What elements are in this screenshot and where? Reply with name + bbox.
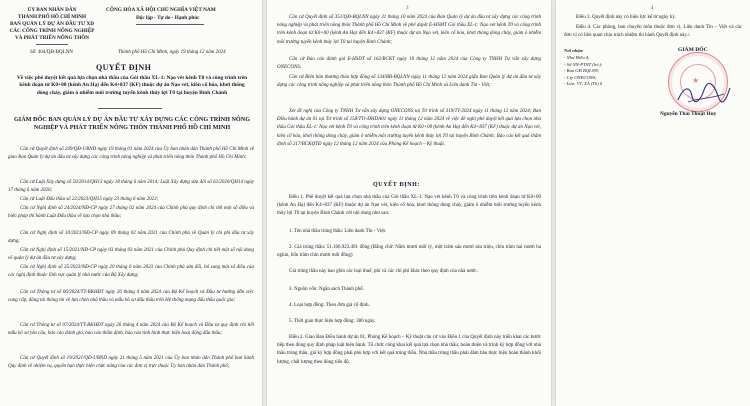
preamble-7: Căn cứ Nghị định số 35/2023/NĐ-CP ngày 20 tháng 6 năm 2023 của Chính phủ sửa đổi, bổ sung một số điều của các nghị định thuộc lĩnh vực quản lý nhà nước của Bộ Xây dựng; [8,265,254,279]
org-line-1: ỦY BAN NHÂN DÂN [27,7,77,13]
recipient-2: - Sở NN-PTNT (b/c); [564,61,603,67]
article-1-item-2: 2. Giá trúng thầu: 51.166.923.491 đồng (Bằng chữ: Năm mươi mốt tỷ, một trăm sáu mươi sáu triệu, chín trăm hai mươi ba nghìn, bốn trăm chín mươi mốt đồng) [277,245,541,259]
preamble-9: Căn cứ Thông tư số 07/2024/TT-BKHĐT ngày 26 tháng 4 năm 2024 của Bộ Kế hoạch và Đầu tư quy định chi tiết mẫu hồ sơ yêu cầu, báo cáo đánh giá, báo cáo thẩm định, báo cáo tình hình thực hiện hoạt động đấu thầu; [8,323,254,337]
subject-underline [98,108,162,109]
nation-motto: Độc lập - Tự do - Hạnh phúc [136,15,200,21]
preamble-1: Căn cứ Quyết định số 249/QĐ-UBND ngày 19 tháng 01 năm 2024 của Ủy ban nhân dân Thành phố Hồ Chí Minh về giao Ban Quản lý dự án đầu tư xây dựng các công trình nông nghiệp và phát triển nông thôn Thành phố Hồ Chí Minh; [8,147,254,161]
document-page-1 [0,0,262,406]
org-line-4: CÁC CÔNG TRÌNH NÔNG NGHIỆP [9,28,95,34]
doc-number: Số: 404/QĐ-BQLNN [30,50,73,55]
article-1-item-3: 3. Nguồn vốn: Ngân sách Thành phố. [289,287,364,292]
article-1: Điều 1. Phê duyệt kết quả lựa chọn nhà thầu của Gói thầu XL-1: Nạo vét kênh T0 và công trình trên kênh đoạn từ K0+00 (kênh An Hạ) đến K4+837 (KF) thuộc dự án Nạo vét, kiên cố hóa, khơi thông dòng chảy, giảm ô nhiễm môi trường tuyến kênh thủy lợi T0 tại huyện Bình Chánh với nội dung như sau: [277,195,541,217]
org-underline [36,44,68,45]
issuing-authority: GIÁM ĐỐC BAN QUẢN LÝ DỰ ÁN ĐẦU TƯ XÂY DỰNG CÁC CÔNG TRÌNH NÔNG NGHIỆP VÀ PHÁT TRIỂN NÔNG THÔN THÀNH PHỐ HỒ CHÍ MINH [13,116,251,131]
org-line-3: BAN QUẢN LÝ DỰ ÁN ĐẦU TƯ XD [9,21,95,27]
page-number: 4 [651,6,654,11]
preamble-4: Căn cứ Nghị định số 24/2024/NĐ-CP ngày 27 tháng 02 năm 2024 của Chính phủ quy định chi tiết một số điều và biện pháp thi hành Luật Đấu thầu về lựa chọn nhà thầu; [8,206,254,220]
page-number: 3 [406,6,409,11]
article-1-item-5: 5. Thời gian thực hiện hợp đồng: 380 ngày. [289,319,376,324]
preamble-6: Căn cứ Nghị định số 15/2021/NĐ-CP ngày 03 tháng 03 năm 2021 của Chính phủ Quy định chi tiết một số nội dung về quản lý dự án đầu tư xây dựng; [8,248,254,262]
org-line-2: THÀNH PHỐ HỒ CHÍ MINH [17,14,86,20]
stamp-star-icon: ★ [692,76,700,85]
recipients-title: Nơi nhận: [564,48,584,53]
document-page-2 [267,0,551,406]
recipient-4: - Cty ONECONS; [564,74,597,80]
article-4: Điều 4. Các phòng, ban chuyên môn thuộc đơn vị, Liên danh Tín – Việt và các đơn vị có liên quan chịu trách nhiệm thi hành Quyết định này./. [564,25,742,39]
recipient-5: - Lưu: VT, XA (Th) 0 [564,81,603,86]
signer-title: GIÁM ĐỐC [678,47,708,53]
article-1-item-4: 4. Loại hợp đồng: Theo đơn giá cố định. [289,303,370,308]
motto-underline [136,24,204,25]
decision-title: QUYẾT ĐỊNH [96,63,152,72]
article-1-note: Giá trúng thầu này bao gồm các loại thuế, phí và các chi phí khác theo quy định của nhà nước. [289,269,478,274]
preamble-8: Căn cứ Thông tư số 06/2024/TT-BKHĐT ngày 26 tháng 4 năm 2024 của Bộ Kế hoạch và Đầu tư hướng dẫn việc cung cấp, đăng tải thông tin về lựa chọn nhà thầu và mẫu hồ sơ đấu thầu trên Hệ thống mạng đấu thầu quốc gia; [8,290,254,304]
article-2: Điều 2. Giao Ban Điều hành dự án 01, Phòng Kế hoạch – Kỹ thuật căn cứ vào Điều 1 của Quyết định này triển khai các bước tiếp theo đúng quy định pháp luật hiện hành. Tổ chức công khai kết quả lựa chọn nhà thầu; hoàn thiện và trình ký hợp đồng với nhà thầu trúng thầu, giá ký hợp đồng phải phù hợp với kết quả trúng thầu. Nhà thầu trúng thầu phải đảm bảo thực hiện hoàn thành khối lượng, chất lượng theo đúng tiến độ. [277,335,541,365]
signer-name: Nguyễn Thái Thuật Huy [660,111,717,117]
preamble-10: Căn cứ Quyết định số 19/2021/QĐ-UBND ngày 21 tháng 5 năm 2021 của Ủy ban nhân dân Thành phố ban hành Quy định về nhiệm vụ, quyền hạn thực hiện chức năng của các đơn vị trực thuộc Ủy ban nhân dân Thành phố; [8,356,254,370]
preamble-11: Căn cứ Quyết định số 351/QĐ-BQLNN ngày 31 tháng 10 năm 2024 của Ban Quản lý dự án đầu tư xây dựng các công trình nông nghiệp và phát triển nông thôn Thành phố Hồ Chí Minh về phê duyệt E-HSMT Gói thầu XL-1: Nạo vét kênh T0 và công trình trên kênh đoạn từ K0+00 (kênh An Hạ) đến K4+837 (KF) thuộc dự án Nạo vét, kiên cố hóa, khơi thông dòng chảy, giảm ô nhiễm môi trường tuyến kênh thủy lợi T0 tại huyện Bình Chánh; [277,15,541,45]
decision-subject: Về việc phê duyệt kết quả lựa chọn nhà thầu của Gói thầu XL-1: Nạo vét kênh T0 và công trình trên kênh đoạn từ K0+00 (kênh An Hạ) đến K4+837 (KF) thuộc dự án Nạo vét, kiên cố hóa, khơi thông dòng chảy, giảm ô nhiễm môi trường tuyến kênh thủy lợi T0 tại huyện Bình Chánh [16,75,248,96]
recipient-3: - Ban GĐ BQLNN; [564,68,600,73]
preamble-14: Xét đề nghị của Công ty TNHH Tư vấn xây dựng ONECONS tại Tờ trình số 319/TT-2024 ngày 11 tháng 12 năm 2024; Ban Điều hành dự án 01 tại Tờ trình số 158/TTr-ĐHDA01 ngày 11 tháng 12 năm 2024 về việc đề nghị phê duyệt kết quả lựa chọn nhà thầu Gói thầu XL-1: Nạo vét kênh T0 và công trình trên kênh đoạn từ K0+00 (kênh An Hạ) đến K4+837 (KF) thuộc dự án Nạo vét, kiên cố hóa, khơi thông dòng chảy, giảm ô nhiễm môi trường tuyến kênh thủy lợi T0 tại huyện Bình Chánh; Báo cáo kết quả thẩm định số 217/BCKQTĐ ngày 12 tháng 12 năm 2024 của Phòng Kế hoạch – Kỹ thuật. [277,109,541,147]
article-1-item-1: 1. Tên nhà thầu trúng thầu: Liên danh Tín - Việt. [289,229,387,234]
place-date: Thành phố Hồ Chí Minh, ngày 19 tháng 12 năm 2024 [118,50,226,55]
preamble-5: Căn cứ Nghị định số 10/2021/NĐ-CP ngày 09 tháng 02 năm 2021 của Chính phủ về Quản lý chi phí đầu tư xây dựng; [8,231,254,245]
preamble-12: Căn cứ Báo cáo đánh giá E-HSDT số 162/BCKT ngày 10 tháng 12 năm 2024 của Công ty TNHH Tư vấn xây dựng ONECONS; [277,57,541,71]
preamble-2: Căn cứ Luật Xây dựng số 50/2014/QH13 ngày 18 tháng 6 năm 2014; Luật Xây dựng sửa đổi số 62/2020/QH14 ngày 17 tháng 6 năm 2020; [8,180,254,194]
article-3: Điều 3. Quyết định này có hiệu lực kể từ ngày ký. [576,15,676,20]
recipient-1: - Như Điều 4; [564,55,590,60]
nation-title: CỘNG HÒA XÃ HỘI CHỦ NGHĨA VIỆT NAM [106,7,216,13]
handwritten-signature [674,82,734,106]
document-page-3 [556,0,750,406]
org-line-5: VÀ PHÁT TRIỂN NÔNG THÔN [14,35,90,41]
preamble-3: Căn cứ Luật Đấu thầu số 22/2023/QH15 ngày 23 tháng 6 năm 2023; [20,197,159,202]
decide-header: QUYẾT ĐỊNH: [373,182,420,188]
preamble-13: Căn cứ Biên bản thương thảo hợp đồng số 134/BB-BQLNN ngày 11 tháng 12 năm 2024 giữa Ban Quản lý dự án đầu tư xây dựng các công trình nông nghiệp và phát triển nông thôn Thành phố Hồ Chí Minh và Liên danh Tín - Việt; [277,75,541,89]
